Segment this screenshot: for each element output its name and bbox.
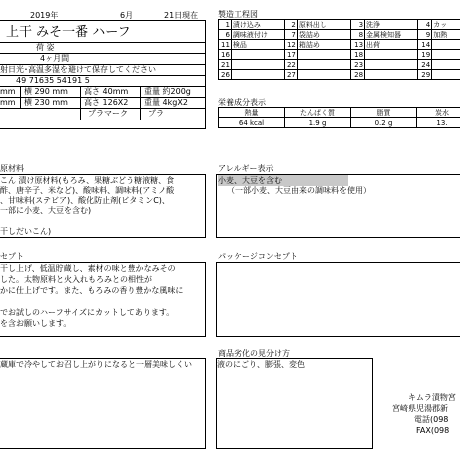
- process-step-label: [432, 50, 460, 60]
- jan-code-row: [0, 76, 205, 87]
- process-step-number: 13: [350, 40, 364, 50]
- process-step-label: 加熱: [432, 30, 460, 40]
- process-chart-table: [218, 19, 460, 80]
- process-step-label: 漬け込み: [231, 20, 284, 30]
- product-name-row: [0, 21, 205, 43]
- process-step-number: 22: [284, 60, 297, 70]
- process-row: [219, 20, 460, 30]
- process-step-number: 6: [219, 30, 232, 40]
- nutrition-value-row: 64 kcal 1.9 g 0.2 g 13.: [219, 118, 460, 128]
- process-step-number: 9: [418, 30, 432, 40]
- process-step-label: 原料出し: [297, 20, 350, 30]
- process-step-label: [297, 70, 350, 80]
- allergy-line-2: （一部小麦、大豆由来の調味料を使用）: [227, 186, 371, 195]
- process-step-label: 袋詰め: [297, 30, 350, 40]
- storage-note-row: 射日光･高温多湿を避けて保存してください: [0, 65, 205, 76]
- process-step-number: 16: [219, 50, 232, 60]
- process-step-number: 28: [350, 70, 364, 80]
- process-step-label: [432, 40, 460, 50]
- process-row: [219, 50, 460, 60]
- company-address: 宮崎県児湯郡新: [392, 404, 448, 413]
- process-step-number: 3: [350, 20, 364, 30]
- allergy-box: [216, 174, 460, 238]
- col-divider-3: [140, 87, 141, 120]
- process-row: [219, 60, 460, 70]
- process-row: [219, 30, 460, 40]
- product-info-block: [0, 20, 206, 129]
- size-row-2: mm 横 230 mm 高さ 126X2 重量 4kgX2: [0, 98, 205, 109]
- process-step-number: 21: [219, 60, 232, 70]
- process-step-number: 14: [418, 40, 432, 50]
- process-step-label: 検品: [231, 40, 284, 50]
- nutrition-header-row: 熱量 たんぱく質 脂質 炭水: [219, 108, 460, 118]
- ingredients-box: こん 漬け原材料(もろみ、果糖ぶどう糖液糖、食 酢、唐辛子、米など)、酸味料、調味料(アミノ酸 、甘味料(ステビア)、酸化防止剤(ビタミンC)、 一部に小麦、大豆を含む) 干しだいこん): [0, 174, 206, 238]
- process-step-label: 金属検知器: [365, 30, 418, 40]
- process-step-number: 19: [418, 50, 432, 60]
- process-step-number: 12: [284, 40, 297, 50]
- storage-label-row: 荷 姿: [0, 43, 205, 54]
- process-step-label: [231, 50, 284, 60]
- company-name: キムラ漬物宮: [408, 393, 456, 402]
- process-step-label: [432, 70, 460, 80]
- mark-row: プラマーク プラ: [88, 109, 164, 118]
- package-concept-title: パッケージコンセプト: [218, 252, 298, 261]
- allergy-line-1: 小麦、大豆を含む: [218, 175, 348, 186]
- process-step-number: 4: [418, 20, 432, 30]
- process-step-number: 17: [284, 50, 297, 60]
- process-step-label: 出荷: [365, 40, 418, 50]
- deterioration-box: 液のにごり、膨張、変色: [216, 358, 373, 449]
- package-concept-box: [216, 262, 460, 337]
- process-step-label: [297, 50, 350, 60]
- process-step-number: 7: [284, 30, 297, 40]
- date-day: 21日現在: [164, 11, 199, 20]
- col-divider-2: [80, 87, 81, 120]
- col-divider-1: [20, 87, 21, 109]
- process-step-label: 調味液付け: [231, 30, 284, 40]
- eating-box: 蔵庫で冷やしてお召し上がりになると一層美味しくい: [0, 358, 206, 449]
- concept-box: 干し上げ、低温貯蔵し、素材の味と豊かなみその した。太物原料と火入れもろみとの相性が かに仕上げです。また、もろみの香り豊かな風味に でお試しのハーフサイズにカットしてあります。 を含お願いします。: [0, 262, 206, 337]
- process-step-label: [231, 60, 284, 70]
- date-month: 6月: [120, 11, 134, 20]
- process-step-number: 11: [219, 40, 232, 50]
- date-year: 2019年: [30, 11, 59, 20]
- process-step-label: 洗浄: [365, 20, 418, 30]
- process-step-number: 1: [219, 20, 232, 30]
- nutrition-title: 栄養成分表示: [218, 98, 266, 107]
- shelf-life-row: 4ヶ月間: [0, 54, 205, 65]
- concept-title: セプト: [0, 252, 24, 261]
- jan-code: 49 71635 54191 5: [16, 76, 90, 85]
- process-step-label: [297, 60, 350, 70]
- nutrition-table: [218, 107, 460, 128]
- process-step-number: 23: [350, 60, 364, 70]
- process-step-label: [365, 60, 418, 70]
- process-step-label: [231, 70, 284, 80]
- process-step-label: 箱詰め: [297, 40, 350, 50]
- process-step-number: 2: [284, 20, 297, 30]
- process-step-number: 24: [418, 60, 432, 70]
- process-chart-title: 製造工程図: [218, 10, 258, 19]
- allergy-title: アレルギー表示: [218, 164, 274, 173]
- deterioration-title: 商品劣化の見分け方: [218, 349, 290, 358]
- ingredients-title: 原材料: [0, 164, 24, 173]
- process-step-number: 26: [219, 70, 232, 80]
- process-step-label: [365, 50, 418, 60]
- process-row: [219, 40, 460, 50]
- process-step-label: [365, 70, 418, 80]
- process-row: [219, 70, 460, 80]
- process-step-label: カッ: [432, 20, 460, 30]
- process-step-number: 29: [418, 70, 432, 80]
- process-step-number: 8: [350, 30, 364, 40]
- process-step-number: 27: [284, 70, 297, 80]
- product-name: 上干 みそ一番 ハーフ: [6, 25, 131, 40]
- company-fax: FAX(098: [416, 426, 450, 435]
- process-step-label: [432, 60, 460, 70]
- process-step-number: 18: [350, 50, 364, 60]
- company-tel: 電話(098: [414, 415, 449, 424]
- size-row-1: mm 横 290 mm 高さ 40mm 重量 約200g: [0, 87, 205, 98]
